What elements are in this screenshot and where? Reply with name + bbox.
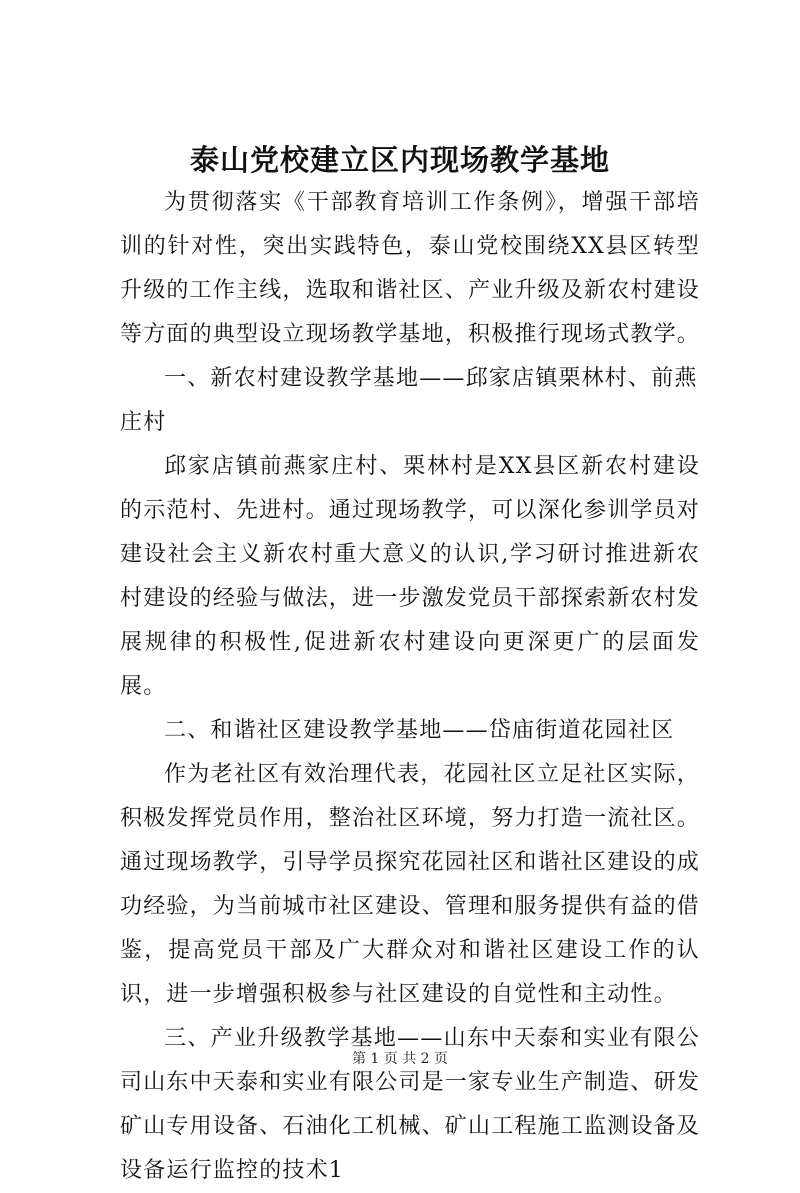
industry-upgrade-paragraph: 三、产业升级教学基地——山东中天泰和实业有限公司山东中天泰和实业有限公司是一家专业生产制造、研发矿山专用设备、石油化工机械、矿山工程施工监测设备及设备运行监控的技术1 bbox=[120, 1026, 701, 1183]
page-number: 第 1 页 共 2 页 bbox=[351, 1051, 449, 1067]
section-heading-harmonious-community: 二、和谐社区建设教学基地——岱庙街道花园社区 bbox=[164, 718, 675, 743]
harmonious-community-paragraph: 作为老社区有效治理代表，花园社区立足社区实际，积极发挥党员作用，整治社区环境，努力打造一流社区。通过现场教学，引导学员探究花园社区和谐社区建设的成功经验，为当前城市社区建设、管理和服务提供有益的借鉴，提高党员干部及广大群众对和谐社区建设工作的认识，进一步增强积极参与社区建设的自觉性和主动性。 bbox=[120, 762, 701, 1007]
intro-paragraph: 为贯彻落实《干部教育培训工作条例》，增强干部培训的针对性，突出实践特色，泰山党校围绕XX县区转型升级的工作主线，选取和谐社区、产业升级及新农村建设等方面的典型设立现场教学基地，积极推行现场式教学。 bbox=[120, 190, 701, 347]
new-village-paragraph: 邱家店镇前燕家庄村、栗林村是XX县区新农村建设的示范村、先进村。通过现场教学，可以深化参训学员对建设社会主义新农村重大意义的认识,学习研讨推进新农村建设的经验与做法，进一步激发党员干部探索新农村发展规律的积极性,促进新农村建设向更深更广的层面发展。 bbox=[120, 454, 701, 699]
document-title: 泰山党校建立区内现场教学基地 bbox=[189, 143, 610, 177]
document-body bbox=[120, 181, 700, 1193]
section-heading-new-village: 一、新农村建设教学基地——邱家店镇栗林村、前燕庄村 bbox=[120, 366, 698, 435]
page-footer bbox=[0, 1049, 800, 1069]
